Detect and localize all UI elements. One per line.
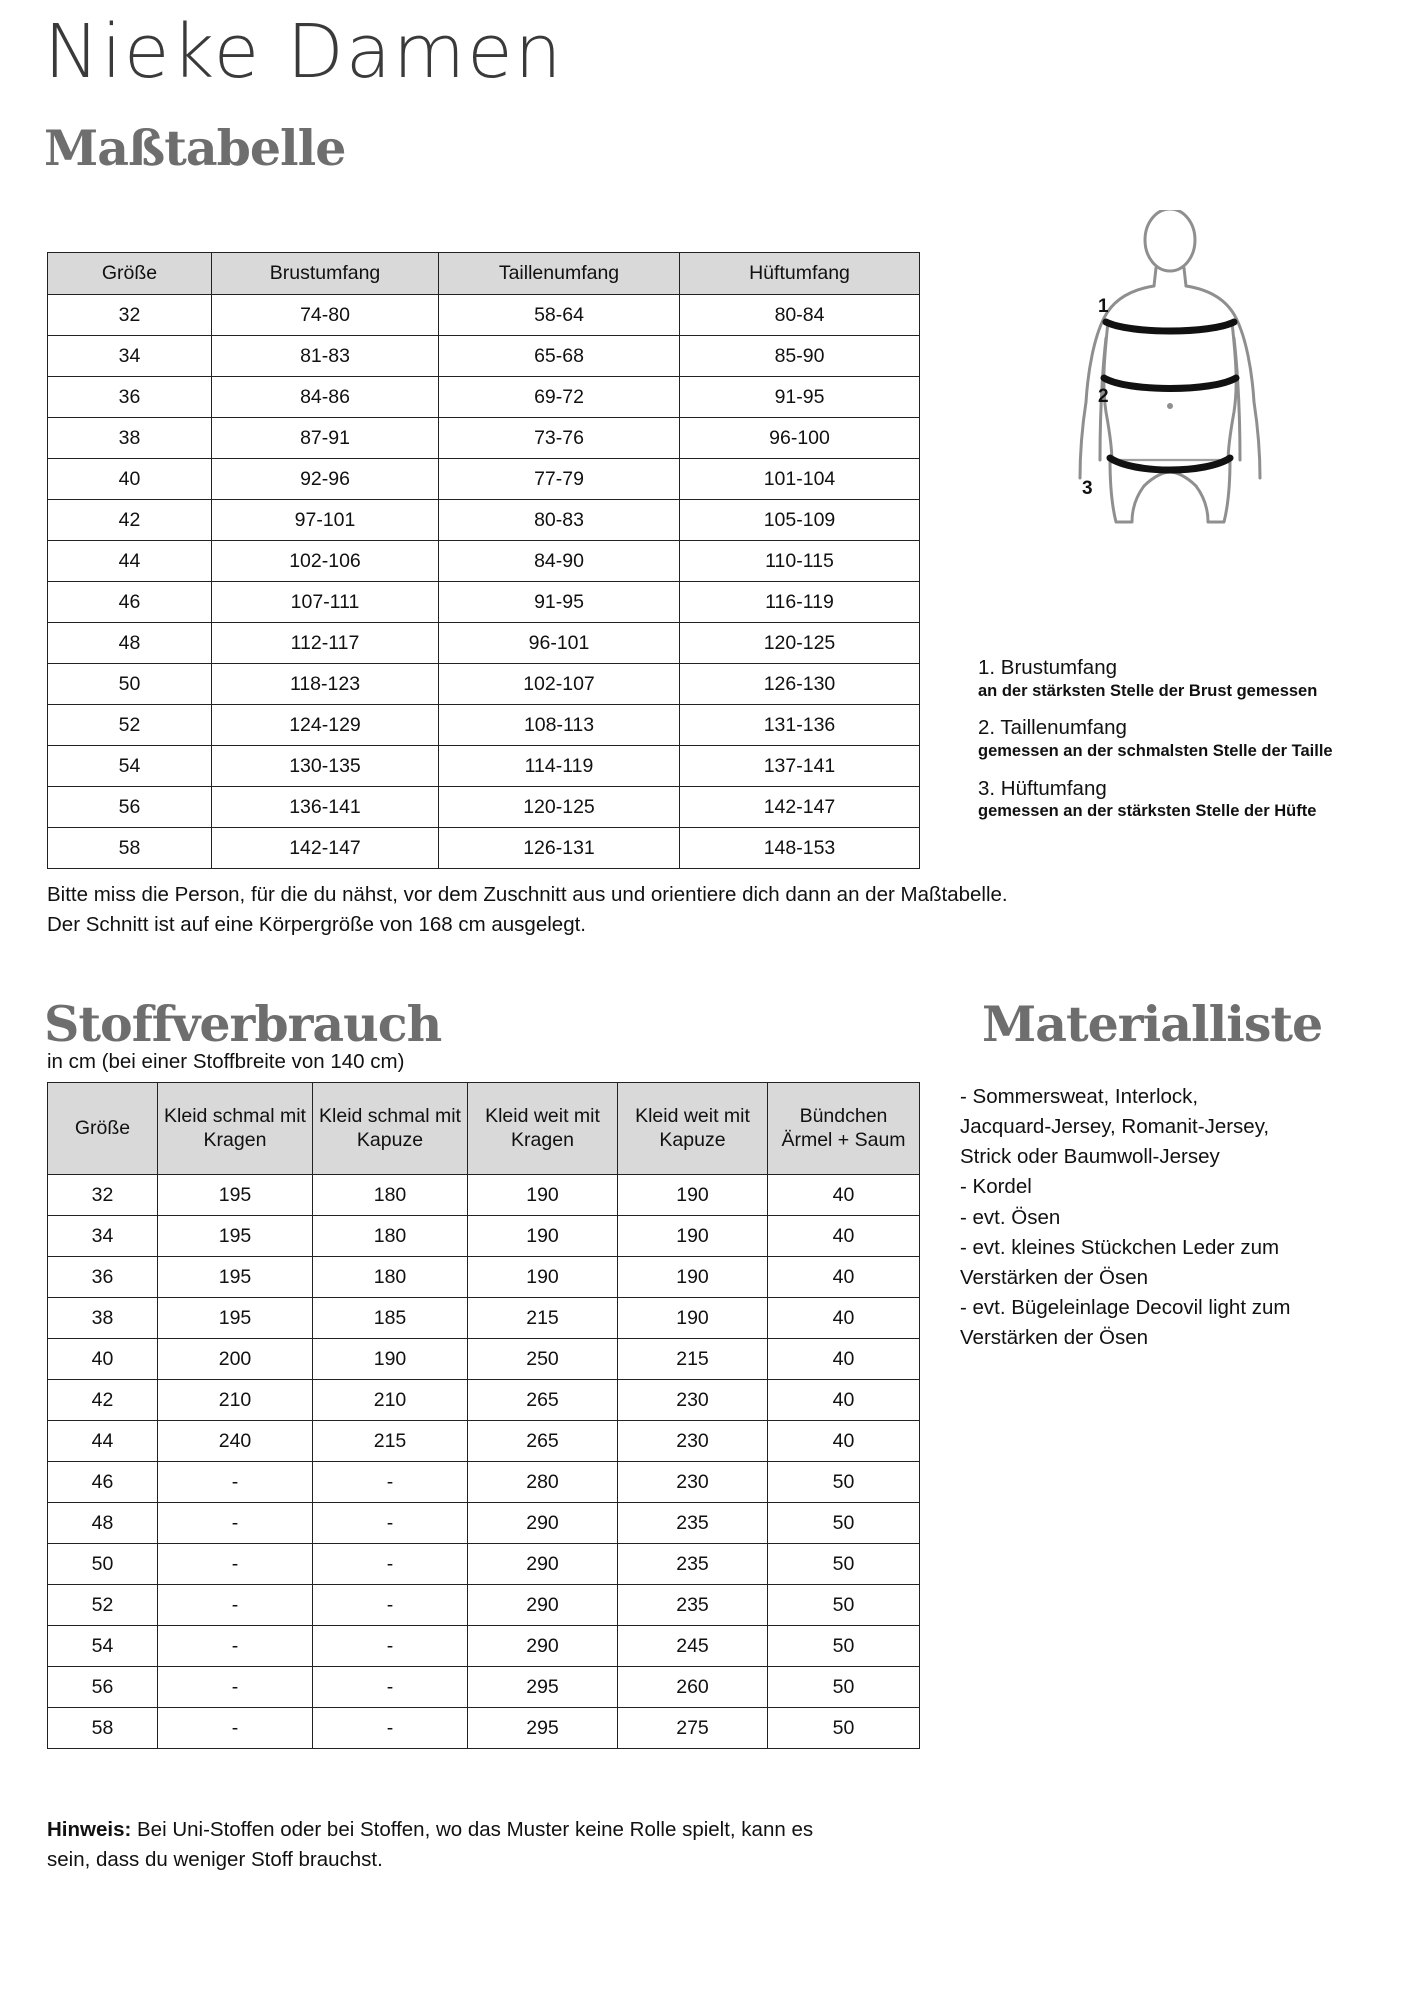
table-row [48,1339,920,1380]
measurement-cell: 101-104 [680,459,920,500]
legend-title-bust: 1. Brustumfang [978,656,1118,679]
fabric-cell: 230 [618,1421,768,1462]
fabric-cell: 50 [768,1585,920,1626]
fabric-cell: 50 [768,1544,920,1585]
table-row [48,1708,920,1749]
measurement-note [47,880,1147,939]
measurement-cell: 118-123 [212,664,439,705]
measurement-cell: 73-76 [439,418,680,459]
fabric-cell: 40 [768,1339,920,1380]
bust-measure-band [1106,322,1234,331]
fabric-cell: 56 [48,1667,158,1708]
fabric-cell: 185 [313,1298,468,1339]
fabric-cell: 235 [618,1503,768,1544]
fabric-cell: 50 [768,1667,920,1708]
fabric-cell: 265 [468,1421,618,1462]
fabric-cell: 58 [48,1708,158,1749]
material-list-line: - evt. kleines Stückchen Leder zum [960,1235,1280,1259]
fabric-cell: - [313,1708,468,1749]
table-row [48,459,920,500]
waist-measure-band [1104,378,1236,389]
table-row [48,582,920,623]
measurement-cell: 91-95 [439,582,680,623]
table-row [48,295,920,336]
fabric-cell: 215 [313,1421,468,1462]
table-row [48,623,920,664]
fabric-cell: 210 [313,1380,468,1421]
material-list-line: Strick oder Baumwoll-Jersey [960,1145,1220,1169]
column-header-dress-narrow-collar: Kleid schmal mit Kragen [158,1083,313,1175]
fabric-cell: 190 [618,1257,768,1298]
measurement-cell: 32 [48,295,212,336]
measurement-cell: 40 [48,459,212,500]
material-list-line: - Kordel [960,1175,1032,1199]
measurement-cell: 50 [48,664,212,705]
body-measurement-figure [1020,210,1320,630]
fabric-cell: - [158,1544,313,1585]
table-row [48,1298,920,1339]
fabric-cell: - [313,1626,468,1667]
fabric-cell: - [158,1626,313,1667]
table-row [48,746,920,787]
fabric-cell: 235 [618,1585,768,1626]
measurement-cell: 81-83 [212,336,439,377]
fabric-cell: - [313,1462,468,1503]
fabric-cell: 40 [768,1380,920,1421]
measurement-cell: 130-135 [212,746,439,787]
fabric-cell: - [158,1708,313,1749]
measurement-cell: 85-90 [680,336,920,377]
fabric-cell: 215 [618,1339,768,1380]
fabric-cell: 40 [768,1421,920,1462]
fabric-cell: 195 [158,1298,313,1339]
column-header-cuffs: Bündchen Ärmel + Saum [768,1083,920,1175]
table-row [48,1503,920,1544]
fabric-cell: 265 [468,1380,618,1421]
measurement-cell: 52 [48,705,212,746]
hinweis-note [47,1815,827,1874]
column-header-dress-narrow-hood: Kleid schmal mit Kapuze [313,1083,468,1175]
table-row [48,1421,920,1462]
figure-marker-2: 2 [1098,386,1109,407]
table-row [48,1257,920,1298]
measurement-cell: 131-136 [680,705,920,746]
fabric-cell: 40 [768,1216,920,1257]
measurement-cell: 54 [48,746,212,787]
measurement-cell: 107-111 [212,582,439,623]
legend-sub-waist: gemessen an der schmalsten Stelle der Taille [978,741,1333,760]
fabric-cell: 46 [48,1462,158,1503]
measurement-cell: 110-115 [680,541,920,582]
table-row [48,418,920,459]
fabric-cell: 50 [768,1503,920,1544]
torso-illustration [1020,210,1320,630]
column-header-size: Größe [48,1083,158,1175]
column-header-hip: Hüftumfang [680,253,920,295]
table-row [48,1544,920,1585]
hinweis-text: Bei Uni-Stoffen oder bei Stoffen, wo das Muster keine Rolle spielt, kann es sein, dass du weniger Stoff brauchst. [47,1818,814,1871]
fabric-cell: 190 [468,1257,618,1298]
fabric-cell: 295 [468,1667,618,1708]
measurement-cell: 56 [48,787,212,828]
measurement-cell: 65-68 [439,336,680,377]
measurement-cell: 114-119 [439,746,680,787]
table-row [48,377,920,418]
fabric-cell: 190 [313,1339,468,1380]
measurement-cell: 44 [48,541,212,582]
section-heading-stoffverbrauch: Stoffverbrauch [44,995,442,1053]
measurement-cell: 105-109 [680,500,920,541]
measurement-cell: 74-80 [212,295,439,336]
measurement-cell: 124-129 [212,705,439,746]
fabric-cell: - [158,1462,313,1503]
figure-marker-3: 3 [1082,478,1093,499]
fabric-cell: 40 [768,1257,920,1298]
fabric-cell: 230 [618,1462,768,1503]
table-row [48,541,920,582]
material-list-line: - evt. Bügeleinlage Decovil light zum [960,1295,1291,1319]
fabric-cell: 50 [768,1626,920,1667]
measurement-cell: 137-141 [680,746,920,787]
measurement-cell: 84-90 [439,541,680,582]
page-title: Nieke Damen [44,9,564,95]
material-list-line: - Sommersweat, Interlock, [960,1085,1199,1108]
measurement-cell: 38 [48,418,212,459]
fabric-cell: 40 [768,1298,920,1339]
fabric-cell: 235 [618,1544,768,1585]
fabric-consumption-table [47,1082,920,1749]
fabric-cell: 180 [313,1216,468,1257]
column-header-dress-wide-collar: Kleid weit mit Kragen [468,1083,618,1175]
column-header-size: Größe [48,253,212,295]
figure-legend [978,655,1398,836]
table-row [48,1585,920,1626]
column-header-dress-wide-hood: Kleid weit mit Kapuze [618,1083,768,1175]
section-heading-materialliste: Materialliste [982,995,1323,1053]
table-row [48,1626,920,1667]
measurement-cell: 142-147 [680,787,920,828]
measurement-cell: 108-113 [439,705,680,746]
fabric-cell: - [158,1503,313,1544]
measurement-cell: 116-119 [680,582,920,623]
fabric-cell: - [313,1544,468,1585]
fabric-cell: 54 [48,1626,158,1667]
column-header-waist: Taillenumfang [439,253,680,295]
fabric-cell: 195 [158,1257,313,1298]
table-row [48,1216,920,1257]
fabric-cell: 280 [468,1462,618,1503]
fabric-cell: 40 [768,1175,920,1216]
table-row [48,1667,920,1708]
measurement-cell: 46 [48,582,212,623]
legend-title-waist: 2. Taillenumfang [978,716,1127,740]
measurement-cell: 120-125 [680,623,920,664]
measurement-cell: 69-72 [439,377,680,418]
fabric-cell: 190 [618,1298,768,1339]
legend-sub-hip: gemessen an der stärksten Stelle der Hüfte [978,802,1317,821]
column-header-bust: Brustumfang [212,253,439,295]
fabric-cell: 36 [48,1257,158,1298]
table-header-row [48,253,920,295]
measurement-table [47,252,920,869]
fabric-cell: 32 [48,1175,158,1216]
fabric-cell: 290 [468,1544,618,1585]
measurement-cell: 126-130 [680,664,920,705]
fabric-cell: 190 [618,1216,768,1257]
fabric-cell: 48 [48,1503,158,1544]
measurement-cell: 84-86 [212,377,439,418]
measurement-cell: 120-125 [439,787,680,828]
measurement-cell: 96-100 [680,418,920,459]
measurement-cell: 102-106 [212,541,439,582]
table-header-row [48,1083,920,1175]
legend-title-hip: 3. Hüftumfang [978,776,1107,800]
figure-marker-1: 1 [1098,296,1109,317]
fabric-cell: 50 [768,1708,920,1749]
measurement-cell: 92-96 [212,459,439,500]
material-list-line: - evt. Ösen [960,1205,1061,1229]
fabric-cell: 34 [48,1216,158,1257]
measurement-cell: 87-91 [212,418,439,459]
fabric-cell: 275 [618,1708,768,1749]
fabric-cell: - [158,1667,313,1708]
fabric-cell: 240 [158,1421,313,1462]
measurement-note-line-2: Der Schnitt ist auf eine Körpergröße von 168 cm ausgelegt. [47,912,586,936]
measurement-cell: 102-107 [439,664,680,705]
measurement-cell: 58-64 [439,295,680,336]
table-row [48,787,920,828]
table-row [48,336,920,377]
fabric-cell: - [313,1503,468,1544]
material-list-line: Verstärken der Ösen [960,1326,1149,1349]
measurement-cell: 148-153 [680,828,920,869]
measurement-cell: 58 [48,828,212,869]
measurement-cell: 77-79 [439,459,680,500]
fabric-cell: 230 [618,1380,768,1421]
fabric-cell: 44 [48,1421,158,1462]
fabric-cell: 195 [158,1216,313,1257]
fabric-cell: 260 [618,1667,768,1708]
fabric-cell: 190 [468,1216,618,1257]
table-row [48,1462,920,1503]
fabric-cell: 42 [48,1380,158,1421]
fabric-cell: 215 [468,1298,618,1339]
table-row [48,664,920,705]
table-row [48,500,920,541]
measurement-cell: 36 [48,377,212,418]
fabric-cell: 180 [313,1175,468,1216]
fabric-cell: 290 [468,1503,618,1544]
measurement-cell: 112-117 [212,623,439,664]
fabric-cell: 190 [618,1175,768,1216]
fabric-cell: - [313,1667,468,1708]
fabric-cell: 180 [313,1257,468,1298]
material-list [960,1082,1390,1353]
fabric-cell: 40 [48,1339,158,1380]
fabric-cell: 190 [468,1175,618,1216]
measurement-cell: 34 [48,336,212,377]
fabric-cell: 210 [158,1380,313,1421]
fabric-width-note: in cm (bei einer Stoffbreite von 140 cm) [47,1050,405,1073]
table-row [48,1380,920,1421]
fabric-cell: 250 [468,1339,618,1380]
table-row [48,705,920,746]
fabric-cell: 50 [768,1462,920,1503]
fabric-cell: 50 [48,1544,158,1585]
material-list-line: Verstärken der Ösen [960,1265,1149,1289]
measurement-cell: 48 [48,623,212,664]
hinweis-label: Hinweis: [47,1818,132,1841]
fabric-cell: 290 [468,1626,618,1667]
measurement-cell: 80-83 [439,500,680,541]
fabric-cell: 295 [468,1708,618,1749]
fabric-cell: - [158,1585,313,1626]
fabric-cell: 52 [48,1585,158,1626]
measurement-cell: 136-141 [212,787,439,828]
table-row [48,1175,920,1216]
fabric-cell: 195 [158,1175,313,1216]
legend-item-bust [978,655,1398,701]
section-heading-masstabelle: Maßtabelle [44,119,346,177]
measurement-note-line-1: Bitte miss die Person, für die du nähst, vor dem Zuschnitt aus und orientiere dich dann an der Maßtabelle. [47,883,1008,906]
measurement-cell: 126-131 [439,828,680,869]
fabric-cell: 38 [48,1298,158,1339]
fabric-cell: 245 [618,1626,768,1667]
legend-item-hip [978,776,1398,822]
measurement-cell: 96-101 [439,623,680,664]
measurement-cell: 142-147 [212,828,439,869]
measurement-cell: 91-95 [680,377,920,418]
material-list-line: Jacquard-Jersey, Romanit-Jersey, [960,1115,1270,1139]
fabric-cell: 290 [468,1585,618,1626]
measurement-cell: 80-84 [680,295,920,336]
measurement-cell: 97-101 [212,500,439,541]
measurement-cell: 42 [48,500,212,541]
fabric-cell: 200 [158,1339,313,1380]
legend-item-waist [978,715,1398,761]
legend-sub-bust: an der stärksten Stelle der Brust gemessen [978,681,1318,700]
fabric-cell: - [313,1585,468,1626]
table-row [48,828,920,869]
